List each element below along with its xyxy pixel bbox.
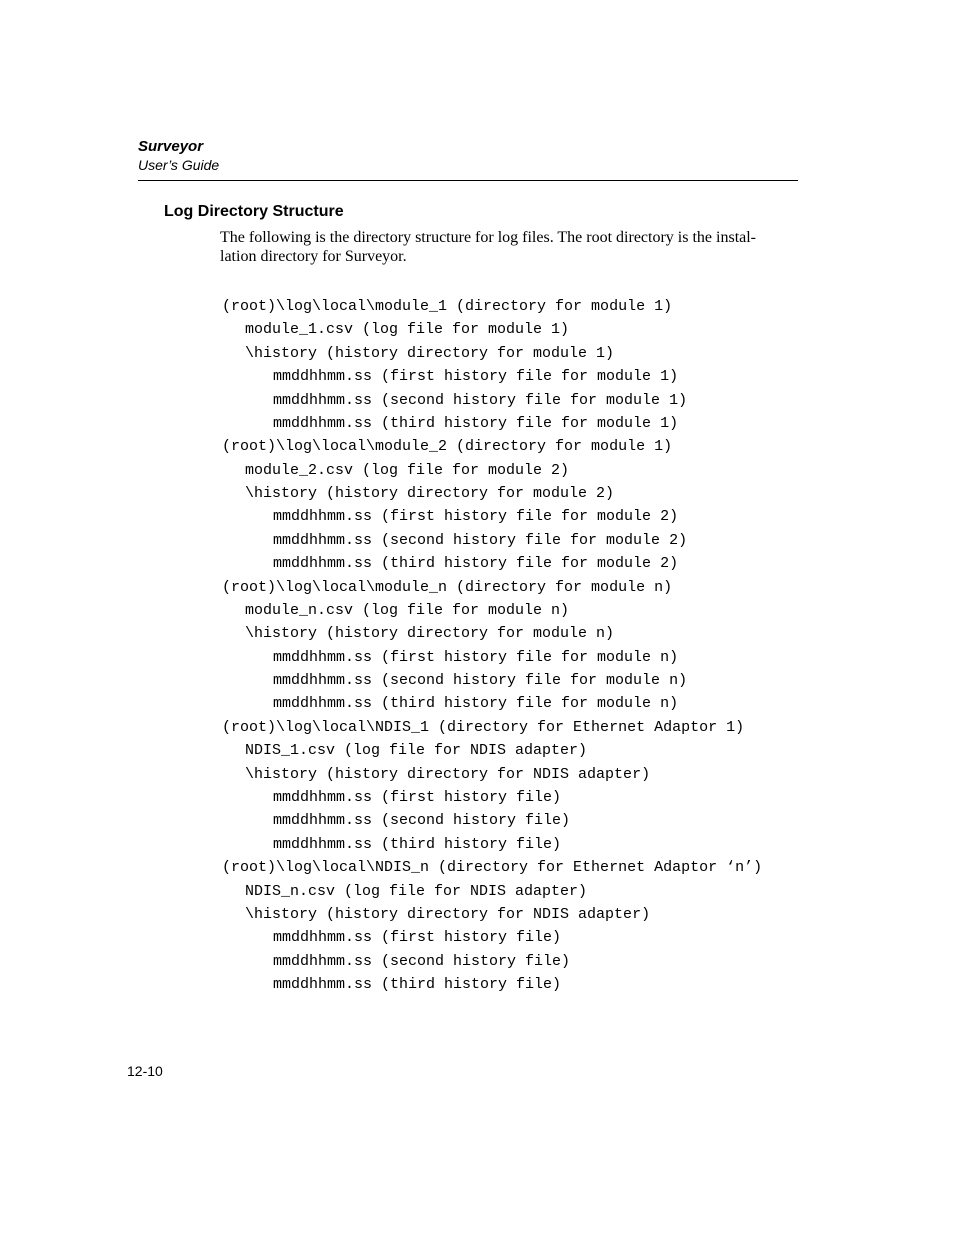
running-header-subtitle: User’s Guide [138,157,220,173]
directory-entry: (root)\log\local\module_1 (directory for module 1) [222,298,673,315]
directory-entry: mmddhhmm.ss (first history file for module n) [273,649,679,666]
directory-entry: \history (history directory for module 2) [245,485,615,502]
section-heading: Log Directory Structure [164,203,344,220]
directory-entry: \history (history directory for NDIS adapter) [245,906,651,923]
directory-entry: \history (history directory for module 1) [245,345,615,362]
directory-entry: (root)\log\local\module_2 (directory for module 1) [222,438,673,455]
page-number: 12-10 [127,1063,163,1079]
directory-entry: mmddhhmm.ss (first history file) [273,929,562,946]
directory-entry: (root)\log\local\NDIS_n (directory for Ethernet Adaptor ‘n’) [222,859,763,876]
directory-entry: NDIS_n.csv (log file for NDIS adapter) [245,883,588,900]
running-header-title: Surveyor [138,138,204,155]
directory-entry: mmddhhmm.ss (second history file for module n) [273,672,688,689]
directory-entry: (root)\log\local\module_n (directory for module n) [222,579,673,596]
directory-entry: module_1.csv (log file for module 1) [245,321,570,338]
directory-entry: mmddhhmm.ss (second history file) [273,953,571,970]
header-divider [138,180,798,181]
directory-entry: mmddhhmm.ss (third history file for module 1) [273,415,679,432]
directory-entry: mmddhhmm.ss (first history file for module 1) [273,368,679,385]
directory-entry: mmddhhmm.ss (second history file for module 1) [273,392,688,409]
directory-entry: mmddhhmm.ss (second history file) [273,812,571,829]
directory-entry: NDIS_1.csv (log file for NDIS adapter) [245,742,588,759]
directory-entry: mmddhhmm.ss (first history file) [273,789,562,806]
directory-entry: mmddhhmm.ss (third history file for module 2) [273,555,679,572]
directory-entry: \history (history directory for module n) [245,625,615,642]
intro-line: lation directory for Surveyor. [220,248,407,265]
directory-entry: \history (history directory for NDIS adapter) [245,766,651,783]
intro-paragraph [220,228,798,266]
directory-entry: (root)\log\local\NDIS_1 (directory for Ethernet Adaptor 1) [222,719,745,736]
directory-entry: mmddhhmm.ss (first history file for module 2) [273,508,679,525]
directory-entry: module_n.csv (log file for module n) [245,602,570,619]
directory-entry: mmddhhmm.ss (second history file for module 2) [273,532,688,549]
directory-entry: mmddhhmm.ss (third history file for module n) [273,695,679,712]
intro-line: The following is the directory structure for log files. The root directory is the instal- [220,229,757,246]
directory-entry: mmddhhmm.ss (third history file) [273,976,562,993]
directory-entry: mmddhhmm.ss (third history file) [273,836,562,853]
directory-entry: module_2.csv (log file for module 2) [245,462,570,479]
